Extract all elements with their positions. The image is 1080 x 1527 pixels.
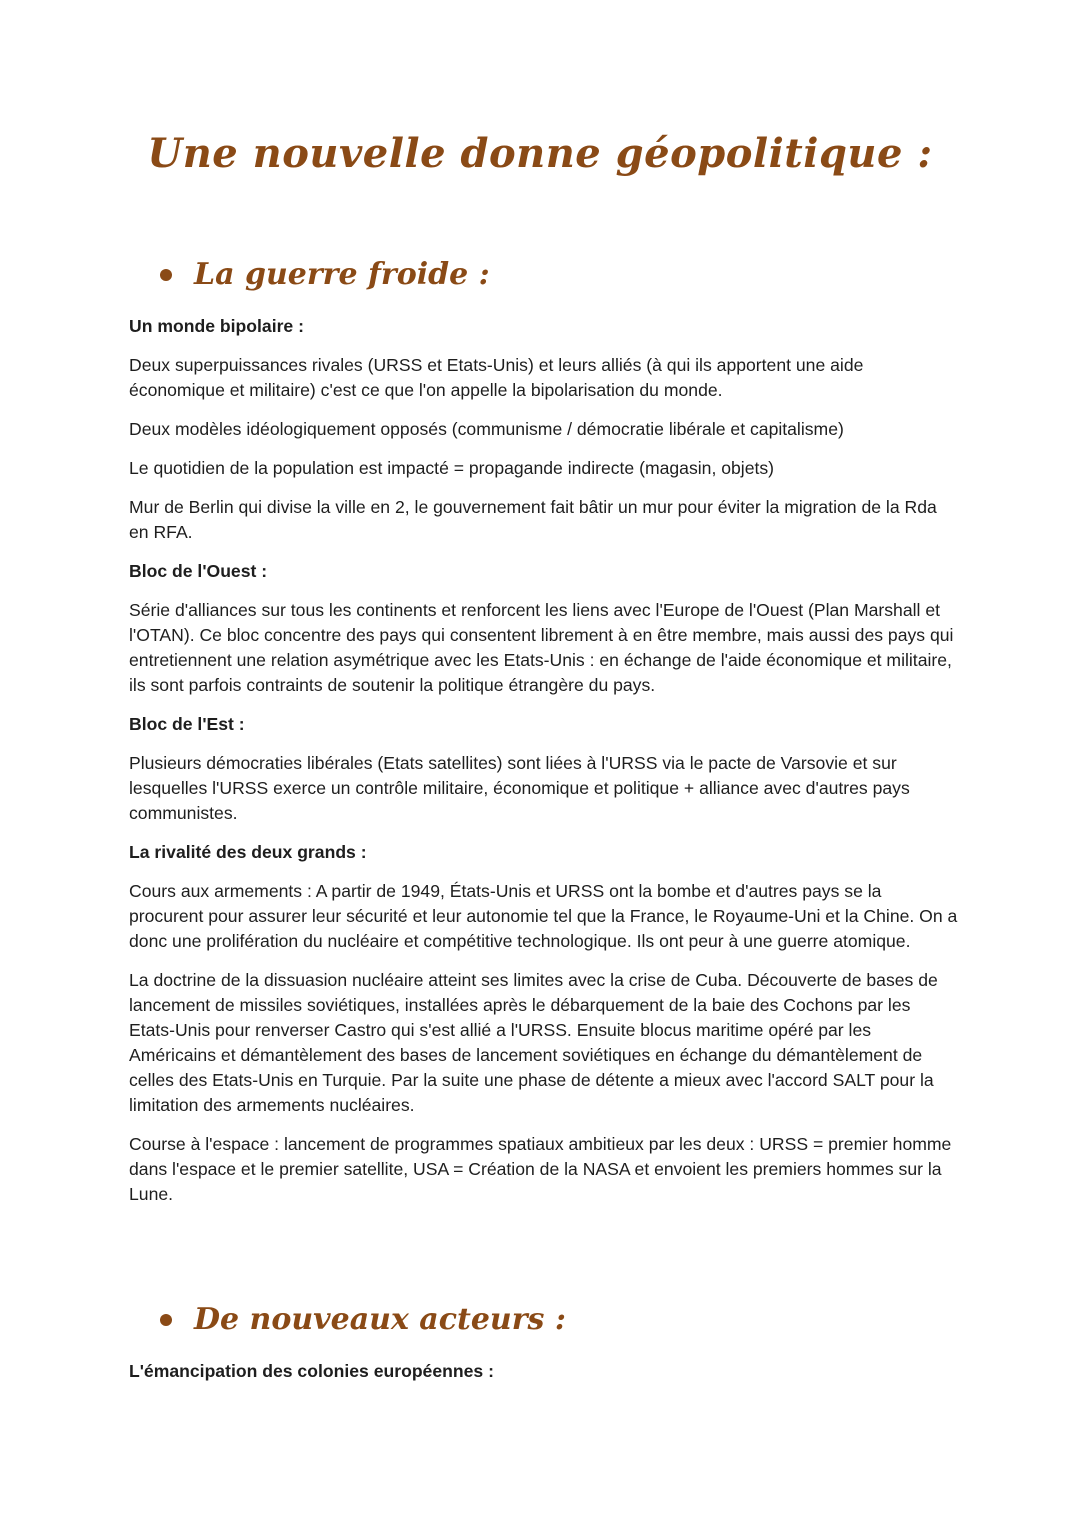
section-content-nouveaux-acteurs	[129, 1359, 959, 1398]
paragraph: La doctrine de la dissuasion nucléaire atteint ses limites avec la crise de Cuba. Découverte de bases de lancement de missiles soviétiques, installées après le débarquement de la baie des Cochons par les Etats-Unis pour renverser Castro qui s'est allié a l'URSS. Ensuite blocus maritime opéré par les Américains et démantèlement des bases de lancement soviétiques en échange du démantèlement de celles des Etats-Unis en Turquie. Par la suite une phase de détente a mieux avec l'accord SALT pour la limitation des armements nucléaires.	[129, 970, 938, 1115]
section-heading-text: De nouveaux acteurs :	[194, 1302, 566, 1337]
section-heading-nouveaux-acteurs	[160, 1302, 566, 1337]
subsection-heading-emancipation: L'émancipation des colonies européennes :	[129, 1361, 494, 1381]
section-heading-guerre-froide	[160, 257, 490, 292]
bullet-dot-icon	[160, 269, 172, 281]
paragraph: Plusieurs démocraties libérales (Etats satellites) sont liées à l'URSS via le pacte de Varsovie et sur lesquelles l'URSS exerce un contrôle militaire, économique et politique + alliance avec d'autres pays communistes.	[129, 753, 910, 823]
paragraph: Mur de Berlin qui divise la ville en 2, le gouvernement fait bâtir un mur pour éviter la migration de la Rda en RFA.	[129, 497, 937, 542]
subsection-heading-bloc-est: Bloc de l'Est :	[129, 714, 245, 734]
paragraph: Course à l'espace : lancement de programmes spatiaux ambitieux par les deux : URSS = premier homme dans l'espace et le premier satellite, USA = Création de la NASA et envoient les premiers hommes sur la Lune.	[129, 1134, 952, 1204]
document-title: Une nouvelle donne géopolitique :	[147, 130, 933, 177]
section-heading-text: La guerre froide :	[194, 257, 490, 292]
subsection-heading-rivalite: La rivalité des deux grands :	[129, 842, 367, 862]
paragraph: Le quotidien de la population est impacté = propagande indirecte (magasin, objets)	[129, 458, 775, 478]
paragraph: Cours aux armements : A partir de 1949, États-Unis et URSS ont la bombe et d'autres pays se la procurent pour assurer leur sécurité et leur autonomie tel que la France, le Royaume-Uni et la Chine. On a donc une prolifération du nucléaire et compétitive technologique. Ils ont peur à une guerre atomique.	[129, 881, 958, 951]
paragraph: Deux superpuissances rivales (URSS et Etats-Unis) et leurs alliés (à qui ils apportent une aide économique et militaire) c'est ce que l'on appelle la bipolarisation du monde.	[129, 355, 864, 400]
subsection-heading-bloc-ouest: Bloc de l'Ouest :	[129, 561, 268, 581]
paragraph: Série d'alliances sur tous les continents et renforcent les liens avec l'Europe de l'Ouest (Plan Marshall et l'OTAN). Ce bloc concentre des pays qui consentent librement à en être membre, mais aussi des pays qui entretiennent une relation asymétrique avec les Etats-Unis : en échange de l'aide économique et militaire, ils sont parfois contraints de soutenir la politique étrangère du pays.	[129, 600, 954, 695]
bullet-dot-icon	[160, 1314, 172, 1326]
paragraph: Deux modèles idéologiquement opposés (communisme / démocratie libérale et capitalisme)	[129, 419, 844, 439]
subsection-heading-monde-bipolaire: Un monde bipolaire :	[129, 316, 304, 336]
section-content-guerre-froide	[129, 314, 959, 1221]
